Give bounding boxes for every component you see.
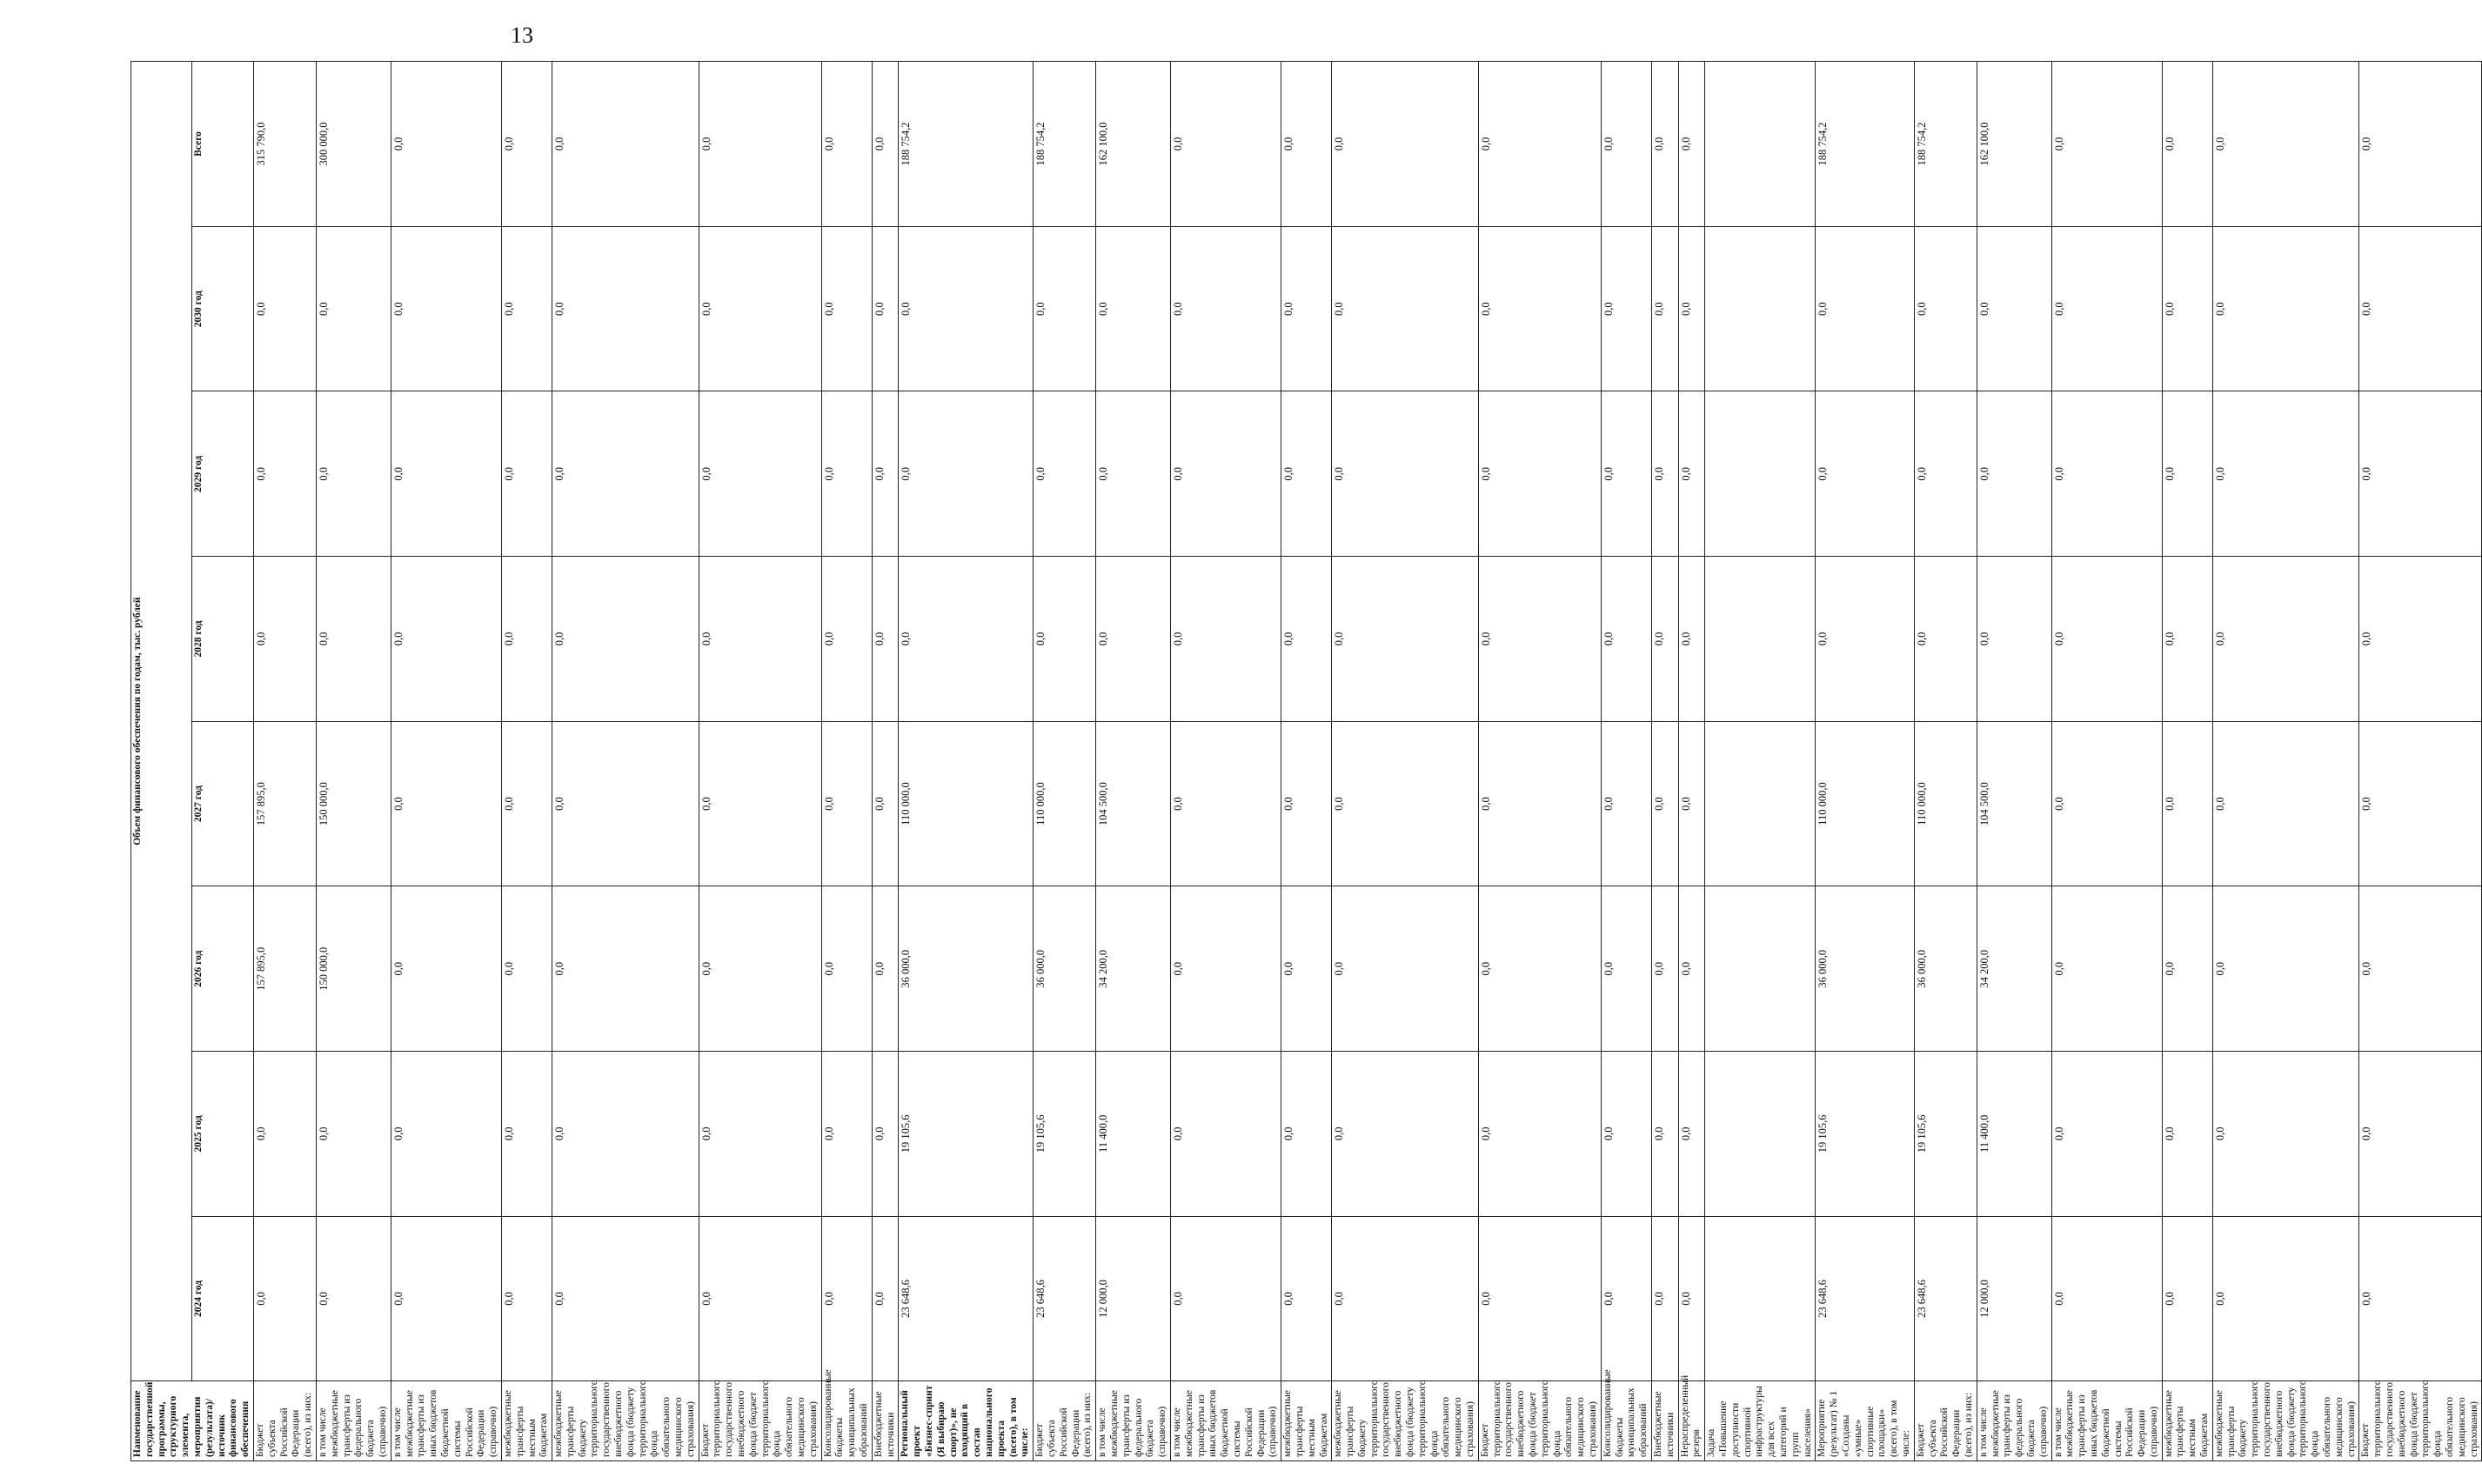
row-value-cell (1705, 1052, 1816, 1217)
table-row (1652, 62, 1679, 1461)
row-value-cell: 0,0 (391, 62, 501, 227)
row-value-cell: 0,0 (699, 62, 821, 227)
row-value-cell: 110 000,0 (1914, 721, 1977, 886)
row-value-cell: 0,0 (1332, 1052, 1479, 1217)
row-value-cell: 0,0 (1678, 721, 1705, 886)
row-source-name: Мероприятие (результат) № 1 «Созданы «умные» спортивные площадки» (всего), в том числе: (1816, 1381, 1914, 1461)
row-value-cell: 0,0 (1478, 721, 1601, 886)
table-row (899, 62, 1034, 1461)
year-column-header: 2026 год (192, 886, 253, 1052)
row-value-cell: 0,0 (1601, 62, 1651, 227)
row-value-cell: 0,0 (699, 721, 821, 886)
row-value-cell: 0,0 (821, 721, 872, 886)
row-value-cell: 0,0 (1678, 886, 1705, 1052)
row-value-cell: 0,0 (1281, 226, 1332, 391)
row-value-cell: 0,0 (1332, 721, 1479, 886)
table-row (1977, 62, 2051, 1461)
row-value-cell: 0,0 (1601, 557, 1651, 722)
row-value-cell: 0,0 (391, 886, 501, 1052)
row-value-cell: 0,0 (1096, 226, 1171, 391)
row-value-cell: 0,0 (1914, 557, 1977, 722)
row-value-cell: 0,0 (1170, 721, 1281, 886)
year-column-header: Всего (192, 62, 253, 227)
row-value-cell: 0,0 (253, 391, 316, 557)
row-source-name: межбюджетные трансферты бюджету территориального государственного внебюджетного фонда (бюджету территориального фонда обязательного медицинского страхования) (552, 1381, 699, 1461)
row-value-cell: 0,0 (1977, 557, 2051, 722)
row-value-cell: 0,0 (1652, 1052, 1679, 1217)
row-value-cell: 0,0 (2051, 1052, 2162, 1217)
table-row (1601, 62, 1651, 1461)
row-value-cell: 0,0 (1478, 62, 1601, 227)
row-value-cell: 0,0 (2162, 721, 2212, 886)
row-value-cell: 0,0 (253, 226, 316, 391)
row-value-cell: 0,0 (316, 557, 391, 722)
row-value-cell: 0,0 (1332, 557, 1479, 722)
row-value-cell: 188 754,2 (899, 62, 1034, 227)
row-value-cell: 0,0 (552, 62, 699, 227)
row-value-cell: 0,0 (821, 557, 872, 722)
row-value-cell: 0,0 (1652, 886, 1679, 1052)
table-row (253, 62, 316, 1461)
table-row (1170, 62, 1281, 1461)
row-value-cell: 0,0 (821, 886, 872, 1052)
row-value-cell: 36 000,0 (1034, 886, 1096, 1052)
row-value-cell: 188 754,2 (1914, 62, 1977, 227)
table-row (1332, 62, 1479, 1461)
row-value-cell: 0,0 (2162, 226, 2212, 391)
row-value-cell: 0,0 (552, 1052, 699, 1217)
row-value-cell: 0,0 (1170, 1216, 1281, 1381)
row-value-cell: 0,0 (2212, 1216, 2359, 1381)
row-value-cell: 19 105,6 (899, 1052, 1034, 1217)
row-value-cell: 0,0 (2162, 557, 2212, 722)
row-value-cell: 0,0 (552, 391, 699, 557)
row-value-cell: 0,0 (253, 1216, 316, 1381)
row-source-name: Бюджет субъекта Российской Федерации (всего), из них: (1034, 1381, 1096, 1461)
row-value-cell: 0,0 (1914, 391, 1977, 557)
row-value-cell: 0,0 (1281, 1052, 1332, 1217)
row-value-cell: 0,0 (699, 1052, 821, 1217)
row-value-cell: 0,0 (253, 557, 316, 722)
row-value-cell (1705, 391, 1816, 557)
page-number: 13 (511, 23, 533, 48)
row-value-cell: 0,0 (821, 1216, 872, 1381)
year-column-header: 2025 год (192, 1052, 253, 1217)
row-value-cell: 0,0 (872, 1052, 899, 1217)
row-value-cell: 0,0 (1170, 391, 1281, 557)
row-value-cell: 0,0 (872, 62, 899, 227)
row-value-cell: 150 000,0 (316, 721, 391, 886)
row-value-cell: 0,0 (2162, 1216, 2212, 1381)
row-value-cell: 104 500,0 (1977, 721, 2051, 886)
row-value-cell (1705, 226, 1816, 391)
row-value-cell: 0,0 (1816, 226, 1914, 391)
row-source-name: Региональный проект «Бизнес-спринт (Я выбираю спорт)», не входящий в состав национального проекта (всего), в том числе: (899, 1381, 1034, 1461)
row-value-cell: 162 100,0 (1096, 62, 1171, 227)
row-value-cell: 0,0 (2051, 557, 2162, 722)
row-value-cell: 0,0 (1601, 886, 1651, 1052)
rotated-table-container (130, 61, 2479, 1461)
row-value-cell: 0,0 (1601, 226, 1651, 391)
row-value-cell: 0,0 (552, 886, 699, 1052)
row-value-cell: 0,0 (821, 62, 872, 227)
row-value-cell: 0,0 (316, 226, 391, 391)
row-value-cell: 36 000,0 (1914, 886, 1977, 1052)
row-value-cell: 0,0 (1478, 557, 1601, 722)
row-value-cell: 0,0 (699, 226, 821, 391)
row-value-cell: 0,0 (1652, 721, 1679, 886)
row-value-cell: 0,0 (2212, 1052, 2359, 1217)
row-value-cell: 0,0 (2359, 391, 2482, 557)
row-value-cell: 0,0 (2051, 1216, 2162, 1381)
row-value-cell: 0,0 (1034, 226, 1096, 391)
row-source-name: межбюджетные трансферты местным бюджетам (1281, 1381, 1332, 1461)
table-row (552, 62, 699, 1461)
row-value-cell: 0,0 (2162, 391, 2212, 557)
table-row (391, 62, 501, 1461)
row-value-cell: 0,0 (1096, 557, 1171, 722)
row-source-name: Бюджет территориального государственного внебюджетного фонда (бюджет территориального фонда обязательного медицинского страхования) (1478, 1381, 1601, 1461)
row-value-cell: 0,0 (899, 557, 1034, 722)
row-value-cell: 0,0 (1332, 226, 1479, 391)
row-value-cell: 19 105,6 (1034, 1052, 1096, 1217)
row-value-cell (1705, 557, 1816, 722)
row-value-cell: 0,0 (1601, 1052, 1651, 1217)
row-value-cell: 0,0 (1170, 886, 1281, 1052)
row-value-cell: 0,0 (1652, 62, 1679, 227)
row-value-cell: 11 400,0 (1096, 1052, 1171, 1217)
row-value-cell: 0,0 (501, 391, 552, 557)
row-value-cell: 157 895,0 (253, 721, 316, 886)
row-source-name: в том числе межбюджетные трансферты из иных бюджетов бюджетной системы Российской Федерации (справочно) (2051, 1381, 2162, 1461)
row-value-cell: 0,0 (2051, 62, 2162, 227)
row-value-cell: 0,0 (2212, 391, 2359, 557)
row-value-cell: 0,0 (1678, 62, 1705, 227)
row-value-cell: 0,0 (2212, 721, 2359, 886)
row-value-cell: 188 754,2 (1034, 62, 1096, 227)
row-value-cell: 36 000,0 (1816, 886, 1914, 1052)
row-source-name: Нераспределенный резерв (1678, 1381, 1705, 1461)
row-value-cell: 0,0 (2162, 62, 2212, 227)
row-value-cell: 0,0 (316, 1216, 391, 1381)
row-value-cell: 0,0 (1281, 62, 1332, 227)
row-value-cell: 0,0 (1332, 391, 1479, 557)
row-value-cell: 0,0 (872, 391, 899, 557)
row-value-cell: 0,0 (1170, 557, 1281, 722)
row-value-cell: 0,0 (1034, 557, 1096, 722)
table-row (1816, 62, 1914, 1461)
row-value-cell: 0,0 (501, 886, 552, 1052)
year-column-header: 2027 год (192, 721, 253, 886)
row-value-cell: 0,0 (1678, 1052, 1705, 1217)
table-row (1478, 62, 1601, 1461)
row-value-cell: 300 000,0 (316, 62, 391, 227)
row-source-name: Консолидированные бюджеты муниципальных образований (1601, 1381, 1651, 1461)
row-value-cell: 162 100,0 (1977, 62, 2051, 227)
row-value-cell: 0,0 (2051, 886, 2162, 1052)
row-value-cell (1705, 886, 1816, 1052)
row-value-cell: 0,0 (1678, 391, 1705, 557)
row-source-name: межбюджетные трансферты местным бюджетам (501, 1381, 552, 1461)
table-row (2212, 62, 2359, 1461)
row-value-cell: 0,0 (501, 226, 552, 391)
row-value-cell: 23 648,6 (1816, 1216, 1914, 1381)
row-value-cell: 0,0 (872, 1216, 899, 1381)
row-source-name: межбюджетные трансферты местным бюджетам (2162, 1381, 2212, 1461)
header-row-group (131, 62, 192, 1461)
row-value-cell: 0,0 (699, 557, 821, 722)
row-source-name: межбюджетные трансферты бюджету территориального государственного внебюджетного фонда (бюджету территориального фонда обязательного медицинского страхования) (1332, 1381, 1479, 1461)
year-column-header: 2030 год (192, 226, 253, 391)
row-value-cell: 0,0 (1281, 557, 1332, 722)
row-value-cell: 0,0 (1652, 391, 1679, 557)
table-body (253, 62, 2481, 1461)
row-value-cell (1705, 721, 1816, 886)
table-row (699, 62, 821, 1461)
row-value-cell: 0,0 (1652, 1216, 1679, 1381)
row-value-cell: 0,0 (501, 1216, 552, 1381)
row-source-name: Внебюджетные источники (1652, 1381, 1679, 1461)
row-value-cell: 0,0 (1096, 391, 1171, 557)
row-value-cell: 0,0 (1281, 721, 1332, 886)
row-value-cell: 0,0 (2359, 557, 2482, 722)
row-value-cell: 0,0 (552, 721, 699, 886)
year-column-header: 2028 год (192, 557, 253, 722)
row-value-cell: 0,0 (2212, 886, 2359, 1052)
row-value-cell: 0,0 (1816, 557, 1914, 722)
year-column-header: 2024 год (192, 1216, 253, 1381)
row-value-cell: 0,0 (2051, 226, 2162, 391)
row-value-cell: 0,0 (253, 1052, 316, 1217)
row-value-cell: 0,0 (821, 1052, 872, 1217)
name-column-header: Наименование государственной программы, структурного элемента, мероприятия (результата)/источник финансового обеспечения (131, 1381, 254, 1461)
table-row (1096, 62, 1171, 1461)
row-value-cell: 0,0 (552, 557, 699, 722)
row-source-name: Бюджет субъекта Российской Федерации (всего), из них: (253, 1381, 316, 1461)
header-row-years (192, 62, 253, 1461)
table-row (316, 62, 391, 1461)
table-row (2051, 62, 2162, 1461)
row-source-name: в том числе межбюджетные трансферты из федерального бюджета (справочно) (1977, 1381, 2051, 1461)
row-value-cell: 0,0 (2162, 1052, 2212, 1217)
row-source-name: Бюджет территориального государственного внебюджетного фонда (бюджет территориального фонда обязательного медицинского страхования) (2359, 1381, 2482, 1461)
row-value-cell: 34 200,0 (1977, 886, 2051, 1052)
row-value-cell: 110 000,0 (899, 721, 1034, 886)
row-value-cell: 0,0 (2212, 226, 2359, 391)
row-value-cell: 0,0 (821, 226, 872, 391)
row-value-cell: 0,0 (391, 391, 501, 557)
row-value-cell: 0,0 (699, 1216, 821, 1381)
row-value-cell: 19 105,6 (1914, 1052, 1977, 1217)
row-value-cell: 0,0 (1332, 886, 1479, 1052)
row-value-cell: 0,0 (391, 1216, 501, 1381)
row-value-cell: 23 648,6 (1034, 1216, 1096, 1381)
row-value-cell: 12 000,0 (1096, 1216, 1171, 1381)
row-value-cell: 0,0 (699, 886, 821, 1052)
year-column-header: 2029 год (192, 391, 253, 557)
row-value-cell: 0,0 (2359, 226, 2482, 391)
row-value-cell: 0,0 (1977, 391, 2051, 557)
row-source-name: Задача «Повышение доступности спортивной инфраструктуры для всех категорий и групп населения» (1705, 1381, 1816, 1461)
row-value-cell: 0,0 (1977, 226, 2051, 391)
row-value-cell: 0,0 (2162, 886, 2212, 1052)
row-value-cell: 110 000,0 (1816, 721, 1914, 886)
row-value-cell: 104 500,0 (1096, 721, 1171, 886)
row-value-cell: 0,0 (1034, 391, 1096, 557)
row-value-cell: 0,0 (1478, 886, 1601, 1052)
row-value-cell: 0,0 (501, 557, 552, 722)
table-row (501, 62, 552, 1461)
row-value-cell: 0,0 (501, 1052, 552, 1217)
years-group-header: Объем финансового обеспечения по годам, тыс. рублей (131, 62, 192, 1381)
row-value-cell: 0,0 (1478, 226, 1601, 391)
row-value-cell: 0,0 (1601, 721, 1651, 886)
row-source-name: Консолидированные бюджеты муниципальных образований (821, 1381, 872, 1461)
row-source-name: Бюджет субъекта Российской Федерации (всего), из них: (1914, 1381, 1977, 1461)
table-row (1705, 62, 1816, 1461)
row-value-cell: 0,0 (1332, 62, 1479, 227)
table-row (2359, 62, 2482, 1461)
row-value-cell: 36 000,0 (899, 886, 1034, 1052)
row-value-cell: 0,0 (2359, 1052, 2482, 1217)
row-source-name: в том числе межбюджетные трансферты из иных бюджетов бюджетной системы Российской Федерации (справочно) (1170, 1381, 1281, 1461)
row-value-cell: 0,0 (2051, 721, 2162, 886)
row-value-cell: 0,0 (899, 391, 1034, 557)
row-value-cell: 0,0 (872, 886, 899, 1052)
row-value-cell: 0,0 (1332, 1216, 1479, 1381)
row-value-cell: 0,0 (501, 721, 552, 886)
row-value-cell: 0,0 (872, 226, 899, 391)
row-value-cell: 0,0 (552, 226, 699, 391)
table-row (821, 62, 872, 1461)
row-value-cell: 23 648,6 (899, 1216, 1034, 1381)
table-row (872, 62, 899, 1461)
row-value-cell: 150 000,0 (316, 886, 391, 1052)
row-source-name: в том числе межбюджетные трансферты из федерального бюджета (справочно) (316, 1381, 391, 1461)
row-value-cell: 0,0 (1281, 886, 1332, 1052)
row-value-cell: 0,0 (1601, 1216, 1651, 1381)
row-value-cell: 0,0 (1281, 1216, 1332, 1381)
row-value-cell: 0,0 (899, 226, 1034, 391)
row-value-cell: 0,0 (316, 1052, 391, 1217)
row-value-cell: 0,0 (2212, 62, 2359, 227)
row-value-cell: 19 105,6 (1816, 1052, 1914, 1217)
row-value-cell: 0,0 (1478, 1216, 1601, 1381)
row-value-cell: 0,0 (872, 721, 899, 886)
row-value-cell: 0,0 (391, 557, 501, 722)
row-value-cell: 0,0 (1678, 557, 1705, 722)
row-value-cell (1705, 1216, 1816, 1381)
row-value-cell: 0,0 (2359, 886, 2482, 1052)
row-value-cell: 0,0 (552, 1216, 699, 1381)
table-row (1034, 62, 1096, 1461)
row-value-cell: 0,0 (1478, 391, 1601, 557)
row-source-name: Внебюджетные источники (872, 1381, 899, 1461)
table-row (1678, 62, 1705, 1461)
row-value-cell: 11 400,0 (1977, 1052, 2051, 1217)
row-value-cell: 0,0 (699, 391, 821, 557)
row-value-cell: 0,0 (1678, 1216, 1705, 1381)
row-source-name: в том числе межбюджетные трансферты из иных бюджетов бюджетной системы Российской Федерации (справочно) (391, 1381, 501, 1461)
row-value-cell: 0,0 (1914, 226, 1977, 391)
row-value-cell (1705, 62, 1816, 227)
row-source-name: Бюджет территориального государственного внебюджетного фонда (бюджет территориального фонда обязательного медицинского страхования) (699, 1381, 821, 1461)
row-value-cell: 0,0 (391, 721, 501, 886)
row-value-cell: 23 648,6 (1914, 1216, 1977, 1381)
row-value-cell: 0,0 (2359, 1216, 2482, 1381)
row-value-cell: 0,0 (501, 62, 552, 227)
row-value-cell: 188 754,2 (1816, 62, 1914, 227)
row-value-cell: 0,0 (821, 391, 872, 557)
row-value-cell: 0,0 (2359, 721, 2482, 886)
row-value-cell: 34 200,0 (1096, 886, 1171, 1052)
row-value-cell: 0,0 (2051, 391, 2162, 557)
row-value-cell: 0,0 (1281, 391, 1332, 557)
table-row (2162, 62, 2212, 1461)
row-value-cell: 0,0 (1170, 62, 1281, 227)
table-row (1914, 62, 1977, 1461)
row-value-cell: 0,0 (1601, 391, 1651, 557)
row-value-cell: 0,0 (872, 557, 899, 722)
row-source-name: в том числе межбюджетные трансферты из федерального бюджета (справочно) (1096, 1381, 1171, 1461)
row-value-cell: 0,0 (1170, 1052, 1281, 1217)
table-row (1281, 62, 1332, 1461)
row-value-cell: 0,0 (2359, 62, 2482, 227)
row-value-cell: 0,0 (1652, 226, 1679, 391)
row-value-cell: 157 895,0 (253, 886, 316, 1052)
financing-table (130, 61, 2482, 1461)
row-value-cell: 0,0 (391, 1052, 501, 1217)
row-value-cell: 12 000,0 (1977, 1216, 2051, 1381)
row-value-cell: 110 000,0 (1034, 721, 1096, 886)
row-value-cell: 315 790,0 (253, 62, 316, 227)
row-value-cell: 0,0 (1678, 226, 1705, 391)
row-value-cell: 0,0 (2212, 557, 2359, 722)
row-source-name: межбюджетные трансферты бюджету территориального государственного внебюджетного фонда (бюджету территориального фонда обязательного медицинского страхования) (2212, 1381, 2359, 1461)
row-value-cell: 0,0 (1816, 391, 1914, 557)
row-value-cell: 0,0 (1170, 226, 1281, 391)
row-value-cell: 0,0 (316, 391, 391, 557)
row-value-cell: 0,0 (391, 226, 501, 391)
row-value-cell: 0,0 (1478, 1052, 1601, 1217)
row-value-cell: 0,0 (1652, 557, 1679, 722)
